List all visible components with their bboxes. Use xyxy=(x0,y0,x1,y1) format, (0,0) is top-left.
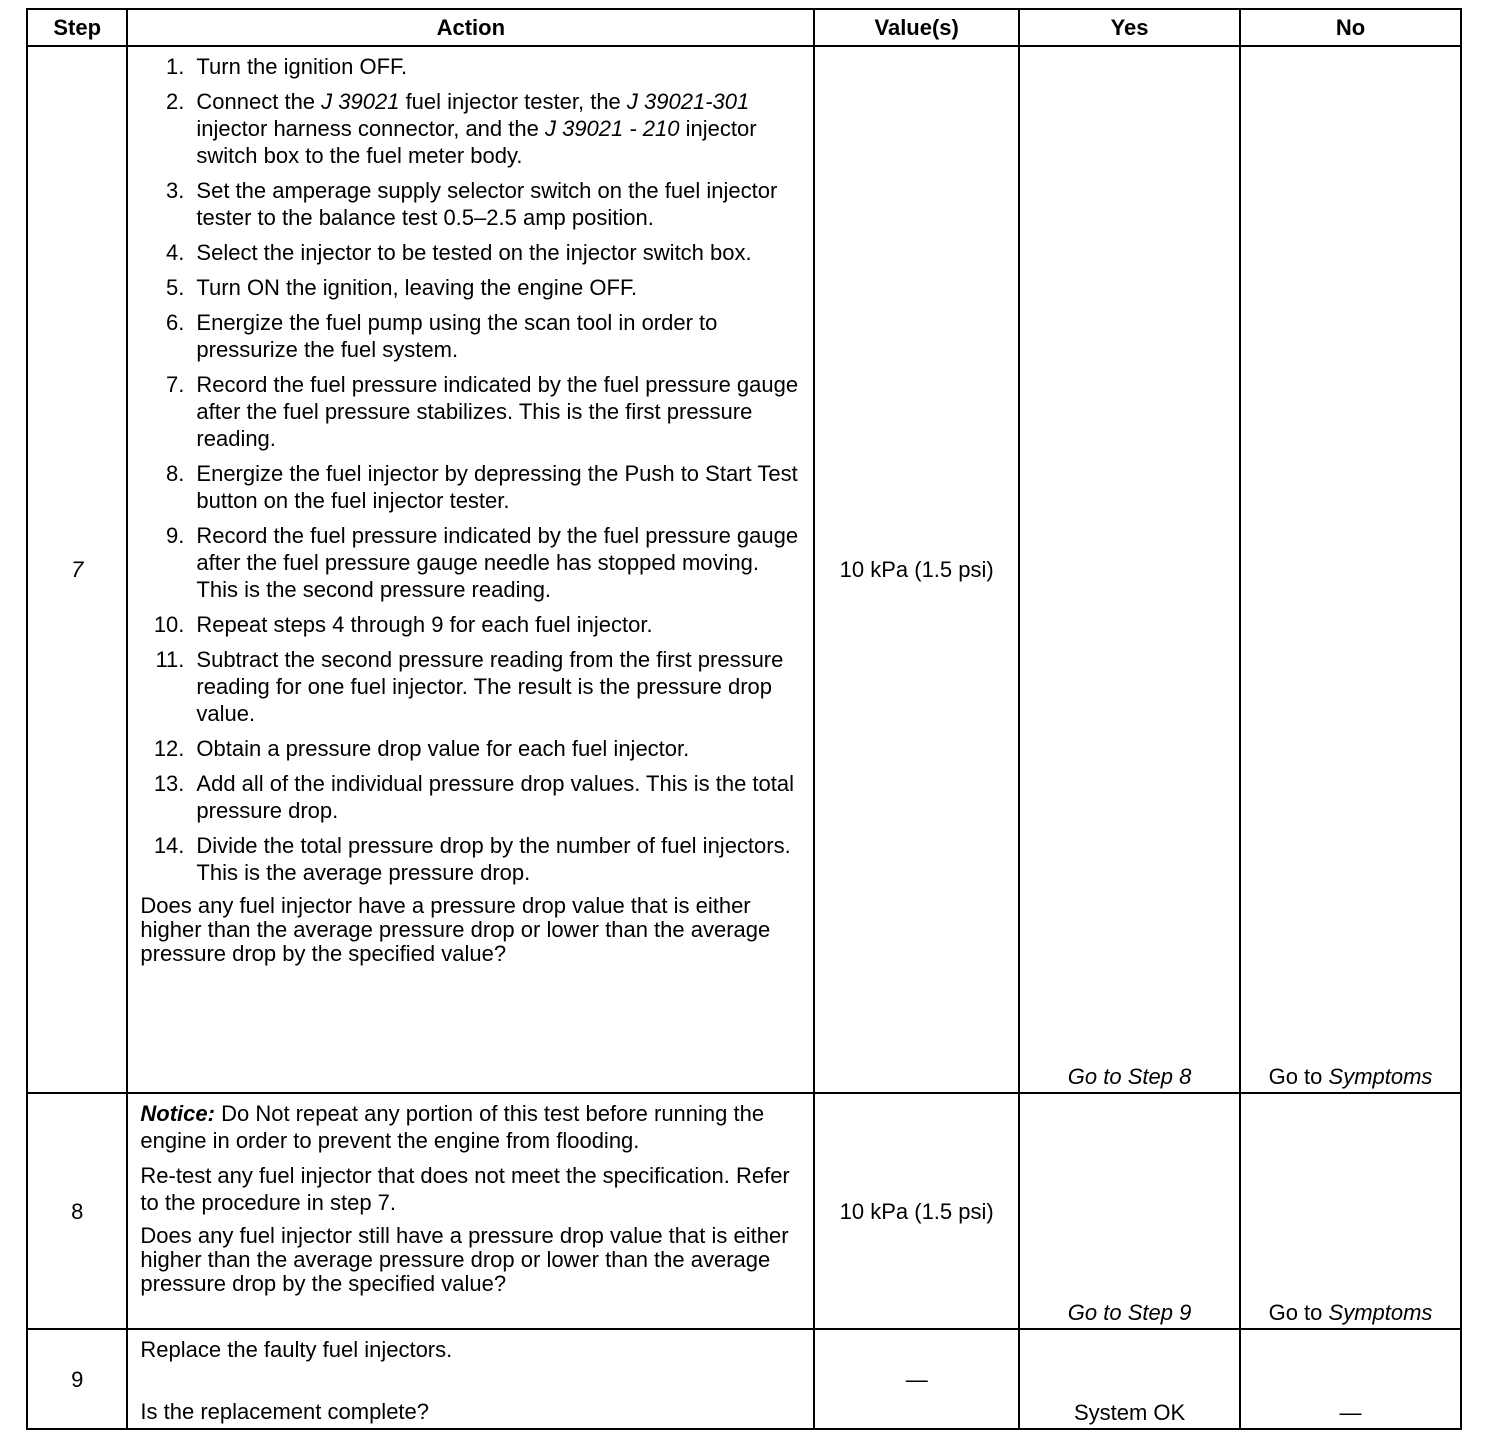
header-row xyxy=(27,9,1461,46)
list-item: 7. Record the fuel pressure indicated by the fuel pressure gauge after the fuel pressure stabilizes. This is the first pressure reading. xyxy=(166,372,799,451)
list-item: 6. Energize the fuel pump using the scan tool in order to pressurize the fuel system. xyxy=(166,310,718,362)
header-yes: Yes xyxy=(1019,9,1240,46)
tool-reference: J 39021 - 210 xyxy=(544,116,680,141)
header-step: Step xyxy=(27,9,127,46)
tool-reference: J 39021 xyxy=(321,89,400,114)
yes-link[interactable]: Go to Step 8 xyxy=(1067,1064,1192,1089)
yes-result xyxy=(1019,1093,1240,1329)
yes-link[interactable]: Go to Step 9 xyxy=(1067,1300,1192,1325)
table-row-step-8 xyxy=(27,1093,1461,1329)
list-item: 12. Obtain a pressure drop value for each fuel injector. xyxy=(153,736,690,761)
symptoms-link[interactable]: Symptoms xyxy=(1328,1064,1433,1089)
notice-paragraph: Notice: Do Not repeat any portion of this test before running the engine in order to prevent the engine from flooding. xyxy=(140,1101,765,1153)
table-row-step-7 xyxy=(27,46,1461,1093)
notice-label: Notice: xyxy=(140,1101,215,1126)
no-result: — xyxy=(1240,1329,1461,1429)
header-action: Action xyxy=(127,9,814,46)
step-number: 9 xyxy=(27,1329,127,1429)
no-result: Go to Symptoms xyxy=(1240,46,1461,1093)
spec-value: 10 kPa (1.5 psi) xyxy=(814,46,1019,1093)
diagnostic-table xyxy=(26,8,1462,1430)
list-item: 2. Connect the J 39021 fuel injector tester, the J 39021-301 injector harness connector, and the J 39021 - 210 injector switch box to the fuel meter body. xyxy=(166,89,757,168)
step-question: Does any fuel injector have a pressure drop value that is either higher than the average pressure drop or lower than the average pressure drop by the specified value? xyxy=(140,893,771,966)
list-item: 5. Turn ON the ignition, leaving the engine OFF. xyxy=(166,275,638,300)
list-item: 11. Subtract the second pressure reading from the first pressure reading for one fuel injector. The result is the pressure drop value. xyxy=(155,647,784,726)
list-item: 13. Add all of the individual pressure drop values. This is the total pressure drop. xyxy=(153,771,795,823)
list-item: 4. Select the injector to be tested on the injector switch box. xyxy=(166,240,752,265)
no-result: Go to Symptoms xyxy=(1240,1093,1461,1329)
action-cell xyxy=(127,1329,814,1429)
instruction-list xyxy=(140,53,803,886)
retest-paragraph: Re-test any fuel injector that does not meet the specification. Refer to the procedure in step 7. xyxy=(140,1163,790,1215)
list-item: 3. Set the amperage supply selector switch on the fuel injector tester to the balance test 0.5–2.5 amp position. xyxy=(166,178,778,230)
action-text: Replace the faulty fuel injectors. xyxy=(140,1337,453,1362)
spec-value: 10 kPa (1.5 psi) xyxy=(814,1093,1019,1329)
list-item: 9. Record the fuel pressure indicated by the fuel pressure gauge after the fuel pressure gauge needle has stopped moving. This is the second pressure reading. xyxy=(166,523,799,602)
yes-result xyxy=(1019,46,1240,1093)
table-row-step-9 xyxy=(27,1329,1461,1429)
symptoms-link[interactable]: Symptoms xyxy=(1328,1300,1433,1325)
step-number: 8 xyxy=(27,1093,127,1329)
action-cell xyxy=(127,46,814,1093)
list-item: 14. Divide the total pressure drop by the number of fuel injectors. This is the average pressure drop. xyxy=(153,833,791,885)
step-number: 7 xyxy=(27,46,127,1093)
step-question: Is the replacement complete? xyxy=(140,1399,430,1424)
header-values: Value(s) xyxy=(814,9,1019,46)
action-cell xyxy=(127,1093,814,1329)
header-no: No xyxy=(1240,9,1461,46)
list-item: 10. Repeat steps 4 through 9 for each fuel injector. xyxy=(153,612,653,637)
yes-result: System OK xyxy=(1019,1329,1240,1429)
spec-value: — xyxy=(814,1329,1019,1429)
procedure-table xyxy=(26,8,1462,1430)
tool-reference: J 39021-301 xyxy=(626,89,750,114)
list-item: 8. Energize the fuel injector by depressing the Push to Start Test button on the fuel injector tester. xyxy=(166,461,798,513)
step-question: Does any fuel injector still have a pressure drop value that is either higher than the average pressure drop or lower than the average pressure drop by the specified value? xyxy=(140,1223,789,1296)
list-item: 1. Turn the ignition OFF. xyxy=(166,54,408,79)
